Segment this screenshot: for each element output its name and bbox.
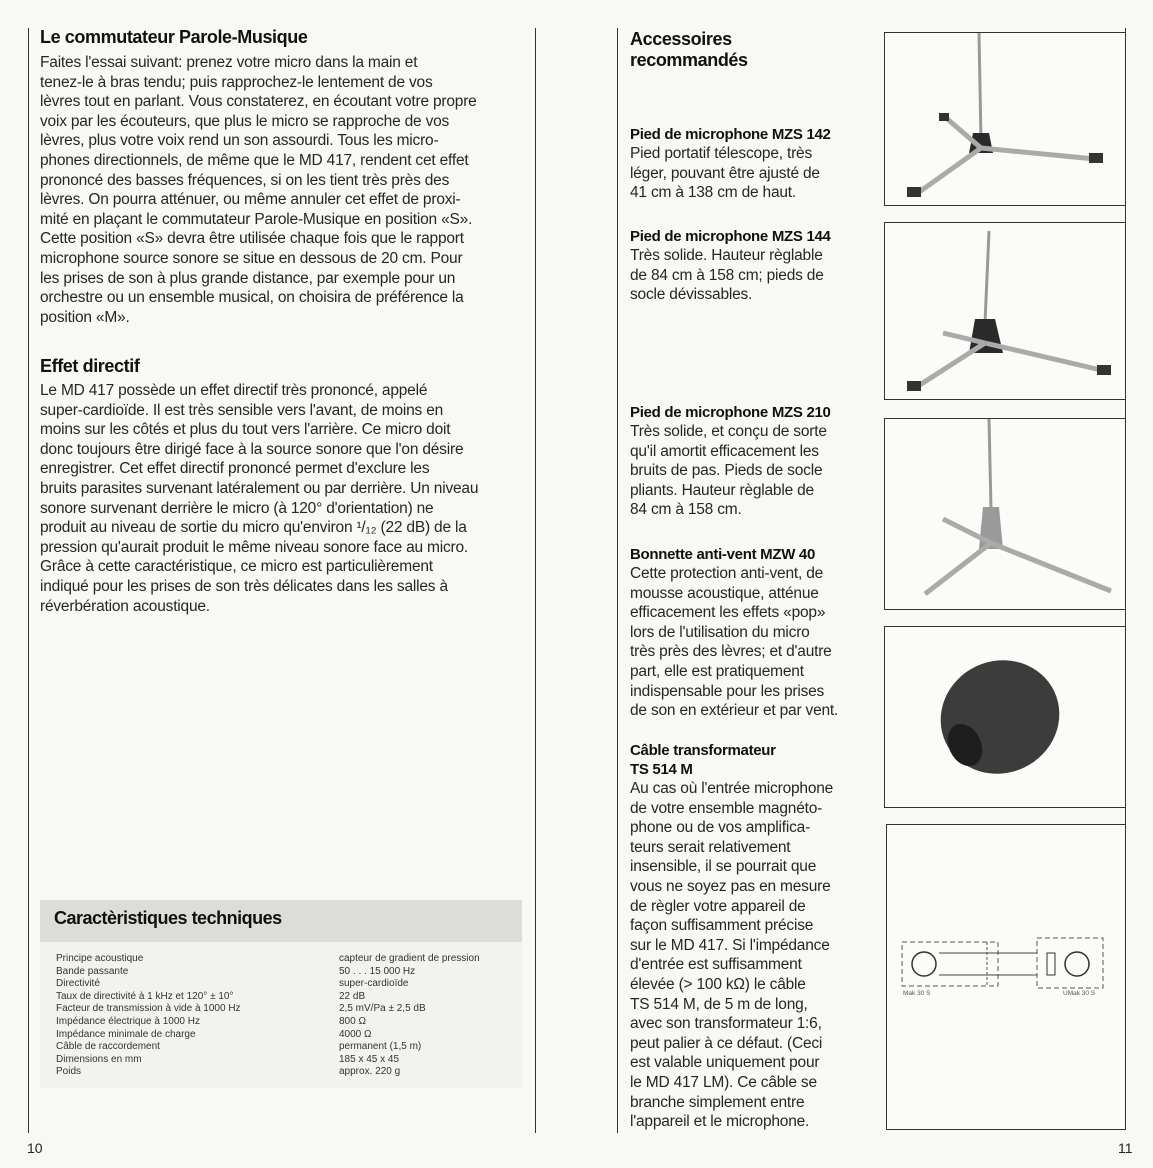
spec-label: Taux de directivité à 1 kHz et 120° ± 10° <box>56 990 234 1002</box>
text-line: orchestre ou un ensemble musical, on choisira de préférence la <box>40 289 464 307</box>
spec-value: approx. 220 g <box>339 1066 401 1078</box>
text-line: part, elle est pratiquement <box>630 662 804 680</box>
spec-row <box>56 1029 516 1042</box>
accessory-title: Pied de microphone MZS 144 <box>630 228 831 245</box>
text-line: donc toujours être dirigé face à la source sonore que l'on désire <box>40 440 464 458</box>
text-line: avec son transformateur 1:6, <box>630 1015 822 1033</box>
spec-label: Poids <box>56 1066 82 1078</box>
spec-row <box>56 991 516 1004</box>
section-body-effet-directif <box>40 381 532 616</box>
text-line: Pied portatif télescope, très <box>630 145 813 162</box>
accessory-title: TS 514 M <box>630 761 693 778</box>
specs-title: Caractèristiques techniques <box>54 908 282 928</box>
photo-mzw40-windscreen <box>884 626 1126 808</box>
text-line: bruits de pas. Pieds de socle <box>630 462 823 480</box>
text-line: réverbération acoustique. <box>40 597 210 615</box>
text-line: Le MD 417 possède un effet directif très prononcé, appelé <box>40 382 428 399</box>
text-line: sonore survenant derrière le micro (à 120° d'orientation) ne <box>40 499 434 517</box>
accessory-description <box>630 779 880 1132</box>
spec-value: permanent (1,5 m) <box>339 1041 422 1053</box>
text-line: le MD 417 LM). Ce câble se <box>630 1073 817 1091</box>
text-line: lors de l'utilisation du micro <box>630 623 810 641</box>
text-line: Cette protection anti-vent, de <box>630 565 824 582</box>
text-line: TS 514 M, de 5 m de long, <box>630 995 808 1013</box>
text-line: pression qu'aurait produit le même niveau sonore face au micro. <box>40 538 469 556</box>
text-line: Cette position «S» devra être utilisée chaque fois que le rapport <box>40 230 464 248</box>
text-line: moins sur les côtés et plus du tout vers l'arrière. Ce micro doit <box>40 421 451 439</box>
text-line: Très solide. Hauteur règlable <box>630 247 823 264</box>
section-body-parole-musique <box>40 53 530 327</box>
text-line: branche simplement entre <box>630 1093 805 1111</box>
text-line: phones directionnels, de même que le MD 417, rendent cet effet <box>40 151 469 169</box>
spec-row <box>56 1016 516 1029</box>
accessory-title: Pied de microphone MZS 210 <box>630 404 831 421</box>
text-line: teurs serait relativement <box>630 838 791 856</box>
text-line: efficacement les effets «pop» <box>630 604 826 622</box>
spec-row <box>56 1066 516 1079</box>
spec-label: Facteur de transmission à vide à 1000 Hz <box>56 1003 241 1015</box>
spec-row <box>56 1041 516 1054</box>
spec-row <box>56 978 516 991</box>
spec-value: 22 dB <box>339 990 366 1002</box>
accessory-title: Pied de microphone MZS 142 <box>630 126 831 143</box>
text-line: les prises de son à plus grande distance, par exemple pour un <box>40 269 456 287</box>
text-line: l'appareil et le microphone. <box>630 1113 810 1131</box>
accessory-description <box>630 422 880 520</box>
text-line: d'entrée est suffisamment <box>630 956 802 974</box>
spec-label: Directivité <box>56 978 100 990</box>
text-line: Faites l'essai suivant: prenez votre micro dans la main et <box>40 54 418 71</box>
section-title-effet-directif: Effet directif <box>40 356 140 376</box>
text-line: façon suffisamment précise <box>630 917 814 935</box>
text-line: lèvres tout en parlant. Vous constaterez, en écoutant votre propre <box>40 93 477 111</box>
spec-label: Bande passante <box>56 965 129 977</box>
schematic-label-right: UMak 30 S <box>1063 990 1096 997</box>
text-line: mité en plaçant le commutateur Parole-Musique en position «S». <box>40 210 473 228</box>
text-line: mousse acoustique, atténue <box>630 584 819 602</box>
text-line: Au cas où l'entrée microphone <box>630 780 834 797</box>
text-line: de 84 cm à 158 cm; pieds de <box>630 266 824 284</box>
accessories-header-line1: Accessoires <box>630 29 732 49</box>
spec-value: 2,5 mV/Pa ± 2,5 dB <box>339 1003 426 1015</box>
photo-mzs210-stand <box>884 418 1126 610</box>
text-line: 84 cm à 158 cm. <box>630 501 742 519</box>
spec-label: Principe acoustique <box>56 953 144 964</box>
text-line: Grâce à cette caractéristique, ce micro est particulièrement <box>40 558 433 576</box>
text-line: pliants. Hauteur règlable de <box>630 481 814 499</box>
schematic-label-left: Mak 30 S <box>903 990 931 997</box>
text-line: peut palier à ce défaut. (Ceci <box>630 1034 823 1052</box>
text-line: tenez-le à bras tendu; puis rapprochez-le lentement de vos <box>40 73 433 91</box>
spec-row <box>56 966 516 979</box>
section-title-parole-musique: Le commutateur Parole-Musique <box>40 27 308 47</box>
text-line: est valable uniquement pour <box>630 1054 820 1072</box>
text-line: socle dévissables. <box>630 286 753 304</box>
text-line: indispensable pour les prises <box>630 682 825 700</box>
text-line: insensible, il se pourrait que <box>630 858 817 876</box>
spec-label: Impédance électrique à 1000 Hz <box>56 1016 200 1027</box>
left-margin-rule <box>28 28 29 1133</box>
text-line: lèvres, plus votre voix rend un son assourdi. Tous les micro- <box>40 132 439 150</box>
spec-value: 50 . . . 15 000 Hz <box>339 965 416 977</box>
text-line: élevée (> 100 kΩ) le câble <box>630 975 806 993</box>
accessory-title: Bonnette anti-vent MZW 40 <box>630 546 816 563</box>
spec-row <box>56 1054 516 1067</box>
center-left-rule <box>535 28 536 1133</box>
spec-label: Impédance minimale de charge <box>56 1028 196 1040</box>
text-line: microphone source sonore se situe en dessous de 20 cm. Pour <box>40 249 463 267</box>
page-number-left: 10 <box>27 1140 43 1156</box>
text-line: vous ne soyez pas en mesure <box>630 877 831 895</box>
photo-mzs144-stand <box>884 222 1126 400</box>
text-line: bruits parasites survenant latéralement ou par derrière. Un niveau <box>40 479 479 497</box>
text-line: prononcé des basses fréquences, si on les tient très près des <box>40 171 450 189</box>
text-line: enregistrer. Cet effet directif prononcé permet d'exclure les <box>40 460 430 478</box>
center-right-rule <box>617 28 618 1133</box>
text-line: sur le MD 417. Si l'impédance <box>630 936 830 954</box>
text-line: phone ou de vos amplifica- <box>630 819 811 837</box>
accessories-header-line2: recommandés <box>630 50 748 70</box>
spec-value: super-cardioïde <box>339 978 409 990</box>
spec-row <box>56 1003 516 1016</box>
text-line: produit au niveau de sortie du micro qu'environ ¹/₁₂ (22 dB) de la <box>40 519 467 537</box>
text-line: 41 cm à 138 cm de haut. <box>630 184 796 202</box>
spec-value: capteur de gradient de pression <box>339 953 480 964</box>
text-line: très près des lèvres; et d'autre <box>630 643 832 661</box>
spec-label: Dimensions en mm <box>56 1053 142 1065</box>
text-line: Très solide, et conçu de sorte <box>630 423 827 440</box>
accessory-description <box>630 564 880 721</box>
text-line: position «M». <box>40 308 130 326</box>
photo-ts514m-schematic <box>886 824 1126 1130</box>
text-line: de son en extérieur et par vent. <box>630 702 839 720</box>
spec-row <box>56 953 516 966</box>
text-line: indiqué pour les prises de son très délicates dans les salles à <box>40 577 448 595</box>
text-line: léger, pouvant être ajusté de <box>630 164 820 182</box>
text-line: lèvres. On pourra atténuer, ou même annuler cet effet de proxi- <box>40 191 461 209</box>
page-number-right: 11 <box>1118 1140 1133 1156</box>
text-line: voix par les écouteurs, que plus le micro se rapproche de vos <box>40 112 450 130</box>
accessory-description <box>630 246 880 305</box>
spec-value: 800 Ω <box>339 1016 366 1027</box>
accessory-title: Câble transformateur <box>630 742 776 759</box>
text-line: super-cardioïde. Il est très sensible vers l'avant, de moins en <box>40 401 444 419</box>
text-line: qu'il amortit efficacement les <box>630 442 819 460</box>
accessory-description <box>630 144 880 203</box>
spec-value: 4000 Ω <box>339 1028 372 1040</box>
text-line: de votre ensemble magnéto- <box>630 799 823 817</box>
text-line: de règler votre appareil de <box>630 897 806 915</box>
spec-value: 185 x 45 x 45 <box>339 1053 400 1065</box>
photo-mzs142-stand <box>884 32 1126 206</box>
spec-label: Câble de raccordement <box>56 1041 160 1053</box>
